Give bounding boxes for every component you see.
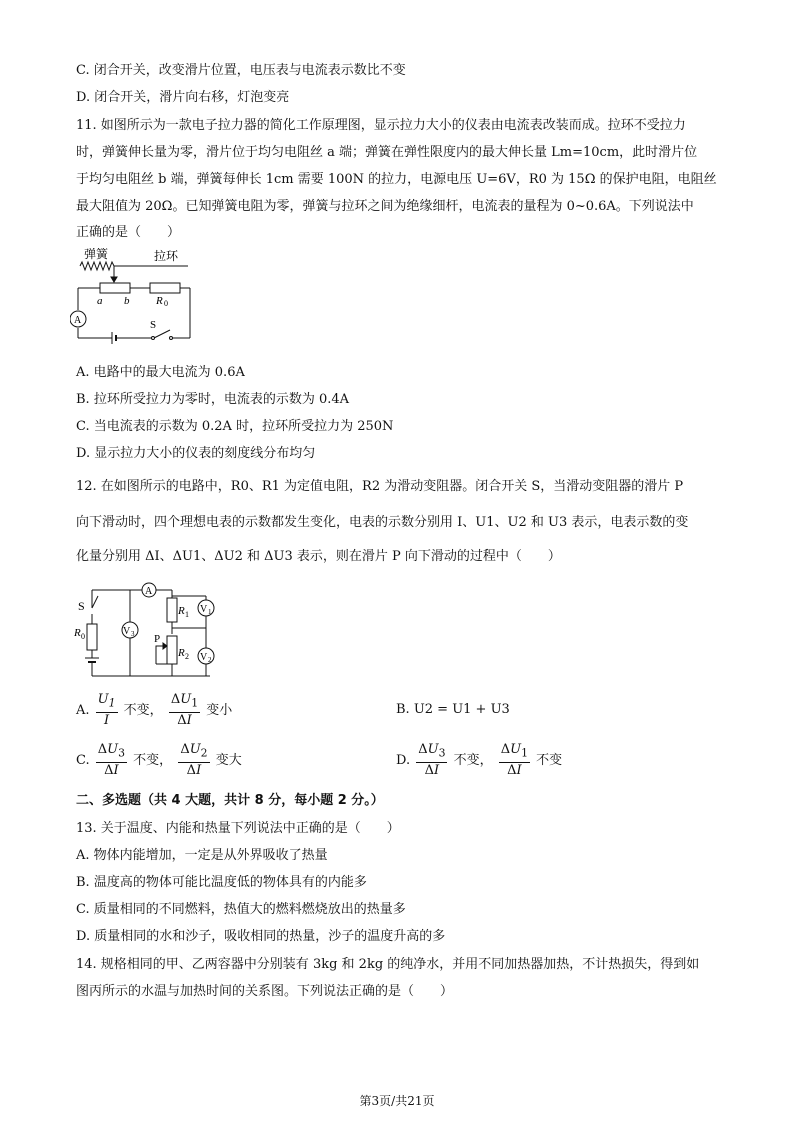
q12-option-a-text-1: 不变， <box>123 702 163 718</box>
q12-stem-line-3: 化量分别用 ΔI、ΔU1、ΔU2 和 ΔU3 表示，则在滑片 P 向下滑动的过程中（ ） <box>76 549 561 564</box>
q11-stem-line-4: 最大阻值为 20Ω。已知弹簧电阻为零，弹簧与拉环之间为绝缘细杆，电流表的量程为 0~0.6A。下列说法中 <box>76 199 694 214</box>
q12-switch-label: S <box>78 599 85 613</box>
q12-option-c-text-2: 变大 <box>215 752 242 768</box>
q12-option-c-frac-2: $\frac{\Delta U_2}{\Delta I}$ <box>180 742 208 778</box>
q14-stem-line-2: 图丙所示的水温与加热时间的关系图。下列说法正确的是（ ） <box>76 984 454 999</box>
q13-stem: 13. 关于温度、内能和热量下列说法中正确的是（ ） <box>76 821 400 836</box>
q12-option-d-frac-2: $\frac{\Delta U_1}{\Delta I}$ <box>500 742 529 778</box>
q11-switch-label: S <box>150 319 157 331</box>
q12-option-a-letter: A. <box>76 702 90 718</box>
q11-r0-sub: 0 <box>164 299 168 308</box>
q11-option-a: A. 电路中的最大电流为 0.6A <box>76 365 245 380</box>
q11-a-label: a <box>97 295 103 307</box>
q12-r0-label: R <box>74 627 81 639</box>
q12-v1-sub: 1 <box>208 608 212 616</box>
q12-v2-sub: 2 <box>208 656 212 664</box>
q12-option-c-text-1: 不变， <box>133 752 173 768</box>
q13-option-a: A. 物体内能增加，一定是从外界吸收了热量 <box>76 848 328 863</box>
q11-stem-line-1: 11. 如图所示为一款电子拉力器的简化工作原理图，显示拉力大小的仪表由电流表改装而成。拉环不受拉力 <box>76 118 686 133</box>
q12-option-a-frac-1: $\frac{U_1}{I}$ <box>97 692 116 728</box>
q13-option-b: B. 温度高的物体可能比温度低的物体具有的内能多 <box>76 875 367 890</box>
q12-option-a-frac-2: $\frac{\Delta U_1}{\Delta I}$ <box>170 692 199 728</box>
q12-option-c-letter: C. <box>76 752 90 768</box>
q12-circuit-diagram <box>72 578 222 688</box>
q12-option-d <box>396 742 562 779</box>
q10-option-d: D. 闭合开关，滑片向右移，灯泡变亮 <box>76 90 290 105</box>
q11-ammeter-label: A <box>74 315 82 326</box>
q12-option-a-text-2: 变小 <box>206 702 233 718</box>
q12-option-d-text-2: 不变 <box>536 752 563 768</box>
q13-option-c: C. 质量相同的不同燃料，热值大的燃料燃烧放出的热量多 <box>76 902 406 917</box>
q12-stem-line-1: 12. 在如图所示的电路中，R0、R1 为定值电阻，R2 为滑动变阻器。闭合开关 S，当滑动变阻器的滑片 P <box>76 479 684 494</box>
q12-option-c <box>76 742 242 779</box>
q12-v1-label: V <box>200 604 208 615</box>
q13-option-d: D. 质量相同的水和沙子，吸收相同的热量，沙子的温度升高的多 <box>76 929 446 944</box>
q12-ammeter-label: A <box>145 586 153 597</box>
q12-r1-label: R <box>178 605 185 617</box>
q12-option-d-frac-1: $\frac{\Delta U_3}{\Delta I}$ <box>418 742 446 778</box>
q12-v2-label: V <box>200 652 208 663</box>
q11-r0-label: R <box>156 295 163 307</box>
q12-option-b: B. U2 = U1 + U3 <box>396 702 510 717</box>
q12-p-label: P <box>154 633 161 645</box>
q11-stem-line-3: 于均匀电阻丝 b 端，弹簧每伸长 1cm 需要 100N 的拉力，电源电压 U=6V，R0 为 15Ω 的保护电阻，电阻丝 <box>76 172 717 187</box>
q12-r1-sub: 1 <box>185 610 189 619</box>
q11-spring-label: 弹簧 <box>84 248 109 261</box>
q11-option-b: B. 拉环所受拉力为零时，电流表的示数为 0.4A <box>76 392 350 407</box>
q12-option-a <box>76 692 232 729</box>
page-number: 第3页/共21页 <box>359 1094 435 1108</box>
q10-option-c: C. 闭合开关，改变滑片位置，电压表与电流表示数比不变 <box>76 63 406 78</box>
q12-v3-sub: 3 <box>131 630 135 638</box>
q12-r2-label: R <box>178 647 185 659</box>
q14-stem-line-1: 14. 规格相同的甲、乙两容器中分别装有 3kg 和 2kg 的纯净水，并用不同加热器加热，不计热损失，得到如 <box>76 957 700 972</box>
q12-option-d-letter: D. <box>396 752 411 768</box>
section-2-heading: 二、多选题（共 4 大题，共计 8 分，每小题 2 分。） <box>76 793 384 808</box>
q11-option-c: C. 当电流表的示数为 0.2A 时，拉环所受拉力为 250N <box>76 419 394 434</box>
q12-v3-label: V <box>123 626 131 637</box>
q11-circuit-diagram <box>70 248 200 358</box>
q12-option-c-frac-1: $\frac{\Delta U_3}{\Delta I}$ <box>97 742 126 778</box>
q11-stem-line-2: 时，弹簧伸长量为零，滑片位于均匀电阻丝 a 端；弹簧在弹性限度内的最大伸长量 Lm=10cm，此时滑片位 <box>76 145 698 160</box>
q11-option-d: D. 显示拉力大小的仪表的刻度线分布均匀 <box>76 446 316 461</box>
q11-stem-line-5: 正确的是（ ） <box>76 225 181 240</box>
q12-r2-sub: 2 <box>185 652 189 661</box>
q12-stem-line-2: 向下滑动时，四个理想电表的示数都发生变化，电表的示数分别用 I、U1、U2 和 U3 表示，电表示数的变 <box>76 515 689 530</box>
q11-b-label: b <box>124 295 130 307</box>
q12-r0-sub: 0 <box>81 632 85 641</box>
q12-option-d-text-1: 不变， <box>453 752 493 768</box>
q11-ring-label: 拉环 <box>154 249 179 263</box>
